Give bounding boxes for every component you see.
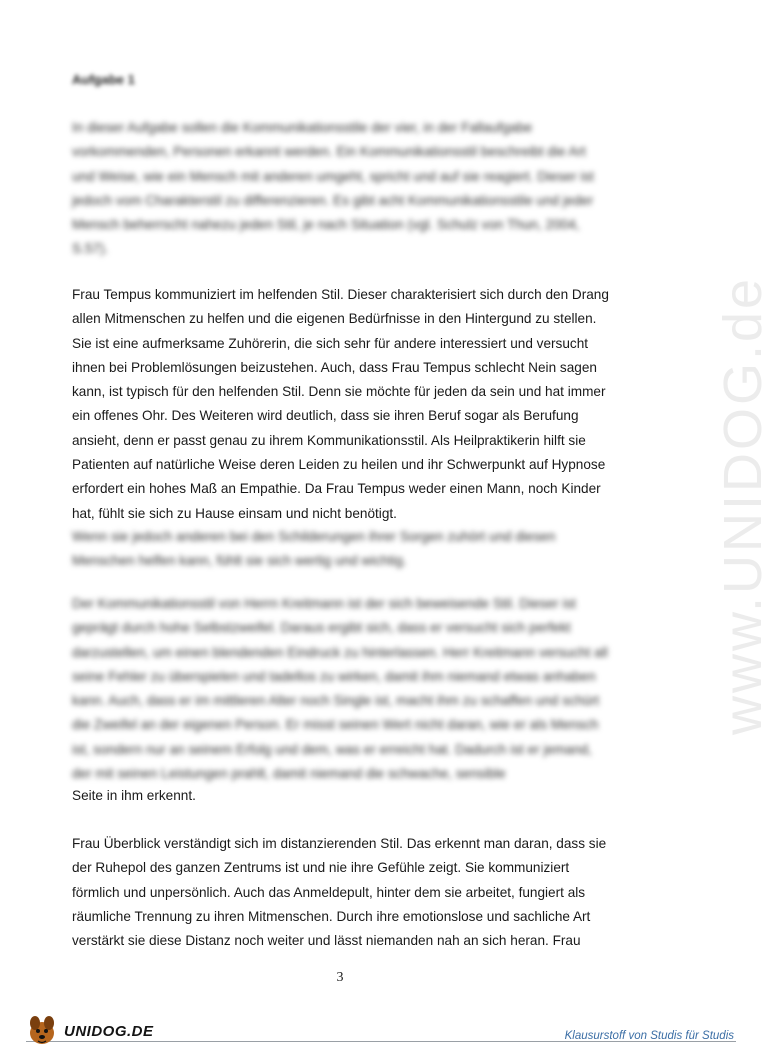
watermark-text: www.UNIDOG.de [713,275,773,735]
paragraph-frau-tempus: Frau Tempus kommuniziert im helfenden Stil. Dieser charakterisiert sich durch den Drang allen Mitmenschen zu helfen und die eigenen Bedürfnisse in den Hintergund zu stellen. Sie ist eine aufmerksame Zuhörerin, die sich sehr für andere interessiert und versucht ihnen bei Problemlösungen beizustehen. Auch, dass Frau Tempus schlecht Nein sagen kann, ist typisch für den helfenden Stil. Denn sie möchte für jeden da sein und hat immer ein offenes Ohr. Des Weiteren wird deutlich, dass sie ihren Beruf sogar als Berufung ansieht, denn er passt genau zu ihrem Kommunikationsstil. Als Heilpraktikerin hilft sie Patienten auf natürliche Weise deren Leiden zu heilen und ihr Schwerpunkt auf Hypnose erfordert ein hohes Maß an Empathie. Da Frau Tempus weder einen Mann, noch Kinder hat, fühlt sie sich zu Hause einsam und nicht benötigt. [72,287,609,521]
dog-mascot-icon [24,1011,60,1047]
footer-tagline: Klausurstoff von Studis für Studis [564,1030,734,1042]
section-heading: Aufgabe 1 [72,72,135,87]
unidog-logo [24,1011,184,1047]
paragraph-herr-kreitmann-end: Seite in ihm erkennt. [72,788,196,803]
logo-text: UNIDOG.DE [64,1023,154,1040]
paragraph-frau-tempus-blurred: Wenn sie jedoch anderen bei den Schilderungen ihrer Sorgen zuhört und diesen Menschen helfen kann, fühlt sie sich wertig und wichtig. [72,529,556,569]
paragraph-herr-kreitmann-blurred: Der Kommunikationsstil von Herrn Kreitmann ist der sich beweisende Stil. Dieser ist geprägt durch hohe Selbstzweifel. Daraus ergibt sich, dass er versucht sich perfekt darzustellen, um einen blendenden Eindruck zu hinterlassen. Herr Kreitmann versucht all seine Fehler zu überspielen und tadellos zu wirken, damit ihm niemand etwas anhaben kann. Auch, dass er im mittleren Alter noch Single ist, macht ihm zu schaffen und schürt die Zweifel an der eigenen Person. Er misst seinen Wert nicht daran, wie er als Mensch ist, sondern nur an seinem Erfolg und dem, was er erreicht hat. Dadurch ist er jemand, der mit seinen Leistungen prahlt, damit niemand die schwache, sensible [72,596,608,782]
paragraph-frau-ueberblick: Frau Überblick verständigt sich im distanzierenden Stil. Das erkennt man daran, dass sie der Ruhepol des ganzen Zentrums ist und nie ihre Gefühle zeigt. Sie kommuniziert förmlich und unpersönlich. Auch das Anmeldepult, hinter dem sie arbeitet, fungiert als räumliche Trennung zu ihren Mitmenschen. Durch ihre emotionslose und sachliche Art verstärkt sie diese Distanz noch weiter und lässt niemanden nah an sich heran. Frau [72,836,607,949]
page-number: 3 [336,970,344,985]
paragraph-intro-blurred: In dieser Aufgabe sollen die Kommunikationsstile der vier, in der Fallaufgabe vorkommenden, Personen erkannt werden. Ein Kommunikationsstil beschreibt die Art und Weise, wie ein Mensch mit anderen umgeht, spricht und auf sie reagiert. Dieser ist jedoch vom Charakterstil zu differenzieren. Es gibt acht Kommunikationsstile und jeder Mensch beherrscht nahezu jeden Stil, je nach Situation (vgl. Schulz von Thun, 2004, S.57). [72,120,594,257]
